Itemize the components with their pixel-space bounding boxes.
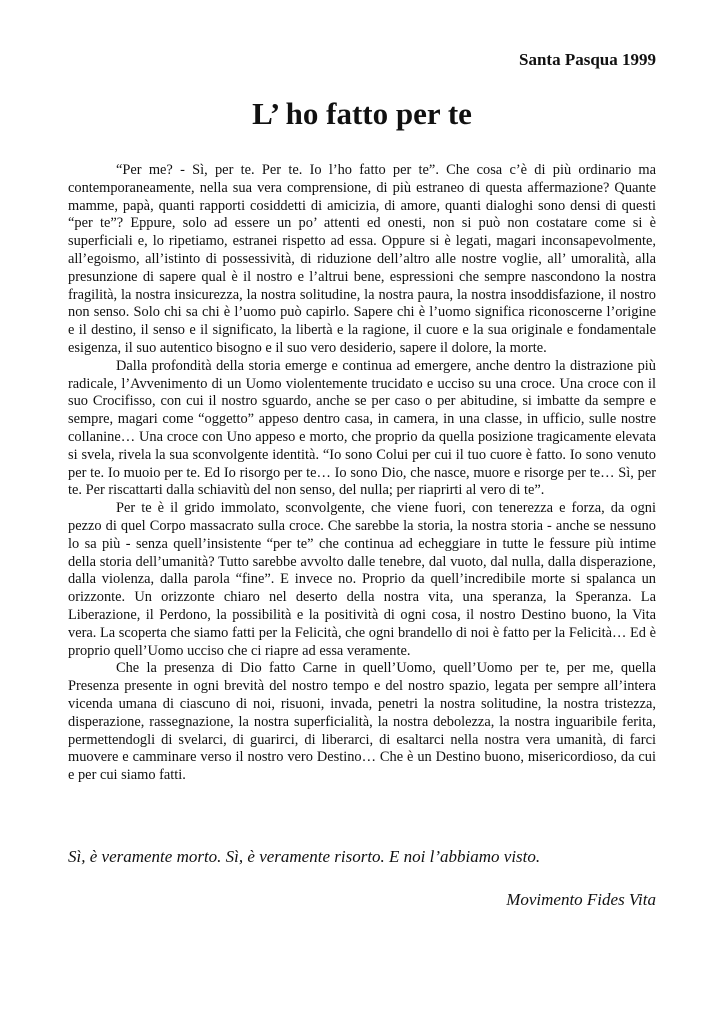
page-title: L’ ho fatto per te bbox=[252, 96, 472, 131]
paragraph: Per te è il grido immolato, sconvolgente, che viene fuori, con tenerezza e forza, da ogni pezzo di quel Corpo massacrato sulla croce. Che sarebbe la storia, la nostra storia - anche se nessuno lo sa più - senza quell’insistente “per te” che continua ad echeggiare in tutte le fessure più intime della storia dell’umanità? Tutto sarebbe avvolto dalle tenebre, dal vuoto, dal nulla, dalla disperazione, dalla violenza, dalla parola “fine”. E invece no. Proprio da quell’incredibile morte si spalanca un orizzonte. Un orizzonte chiaro nel deserto della nostra vita, una speranza, la Speranza. La Liberazione, il Perdono, la possibilità e la positività di ogni cosa, il nostro Destino buono, la Vita vera. La scoperta che siamo fatti per la Felicità, che ogni brandello di noi è fatto per la Felicità… Ed è proprio quell’Uomo ucciso che ci riapre ad essa veramente. bbox=[68, 500, 656, 659]
paragraph: Che la presenza di Dio fatto Carne in quell’Uomo, quell’Uomo per te, per me, quella Presenza presente in ogni brevità del nostro tempo e del nostro spazio, legata per sempre all’intera vicenda umana di ciascuno di noi, risuoni, invada, penetri la nostra solitudine, la nostra tristezza, disperazione, rassegnazione, la nostra superficialità, la nostra debolezza, la nostra inguaribile ferita, permettendogli di svelarci, di guarirci, di liberarci, di esaltarci nella nostra vera umanità, di farci muovere e camminare verso il nostro vero Destino… Che è un Destino buono, misericordioso, da cui e per cui siamo fatti. bbox=[68, 660, 656, 784]
signature: Movimento Fides Vita bbox=[506, 890, 656, 909]
article-body bbox=[68, 162, 656, 785]
paragraph: “Per me? - Sì, per te. Per te. Io l’ho fatto per te”. Che cosa c’è di più ordinario ma contemporaneamente, nella sua vera comprensione, di più estraneo di questa affermazione? Quante mamme, papà, quanti rapporti cosiddetti di amicizia, di amore, quanti dialoghi sono densi di questi “per te”? Eppure, solo ad essere un po’ attenti ed onesti, non si può non costatare come si è superficiali e, lo ripetiamo, estranei rispetto ad essa. Oppure si è legati, magari inconsapevolmente, all’egoismo, all’istinto di possessività, di riduzione dell’altro alle nostre voglie, all’ umoralità, alla presunzione di sapere qual è il nostro e l’altrui bene, espressioni che sempre nascondono la nostra fragilità, la nostra insicurezza, la nostra solitudine, la nostra paura, la nostra insoddisfazione, il nostro non senso. Solo chi sa chi è l’uomo può capirlo. Sapere chi è l’uomo significa riconoscerne l’origine e il destino, il senso e il significato, la libertà e la ragione, il cuore e la sua originale e fondamentale esigenza, il suo autentico bisogno e il suo vero desiderio, sapere il dolore, la morte. bbox=[68, 162, 656, 356]
paragraph: Dalla profondità della storia emerge e continua ad emergere, anche dentro la distrazione più radicale, l’Avvenimento di un Uomo violentemente trucidato e ucciso su una croce. Una croce con il suo Crocifisso, con cui il nostro sguardo, anche se per caso o per abitudine, si imbatte da sempre e sempre, magari come “oggetto” appeso dentro casa, in camera, in una classe, in ufficio, sulle nostre collanine… Una croce con Uno appeso e morto, che proprio da quella posizione tragicamente elevata si svela, rivela la sua sconvolgente identità. “Io sono Colui per cui il tuo cuore è fatto. Io sono venuto per te. Io muoio per te. Ed Io risorgo per te… Io sono Dio, che nasce, muore e risorge per te… Sì, per te. Per riscattarti dalla schiavitù del non senso, del nulla; per riaprirti al vero di te”. bbox=[68, 357, 656, 499]
date-heading: Santa Pasqua 1999 bbox=[519, 50, 656, 69]
closing-line: Sì, è veramente morto. Sì, è veramente risorto. E noi l’abbiamo visto. bbox=[68, 847, 541, 866]
